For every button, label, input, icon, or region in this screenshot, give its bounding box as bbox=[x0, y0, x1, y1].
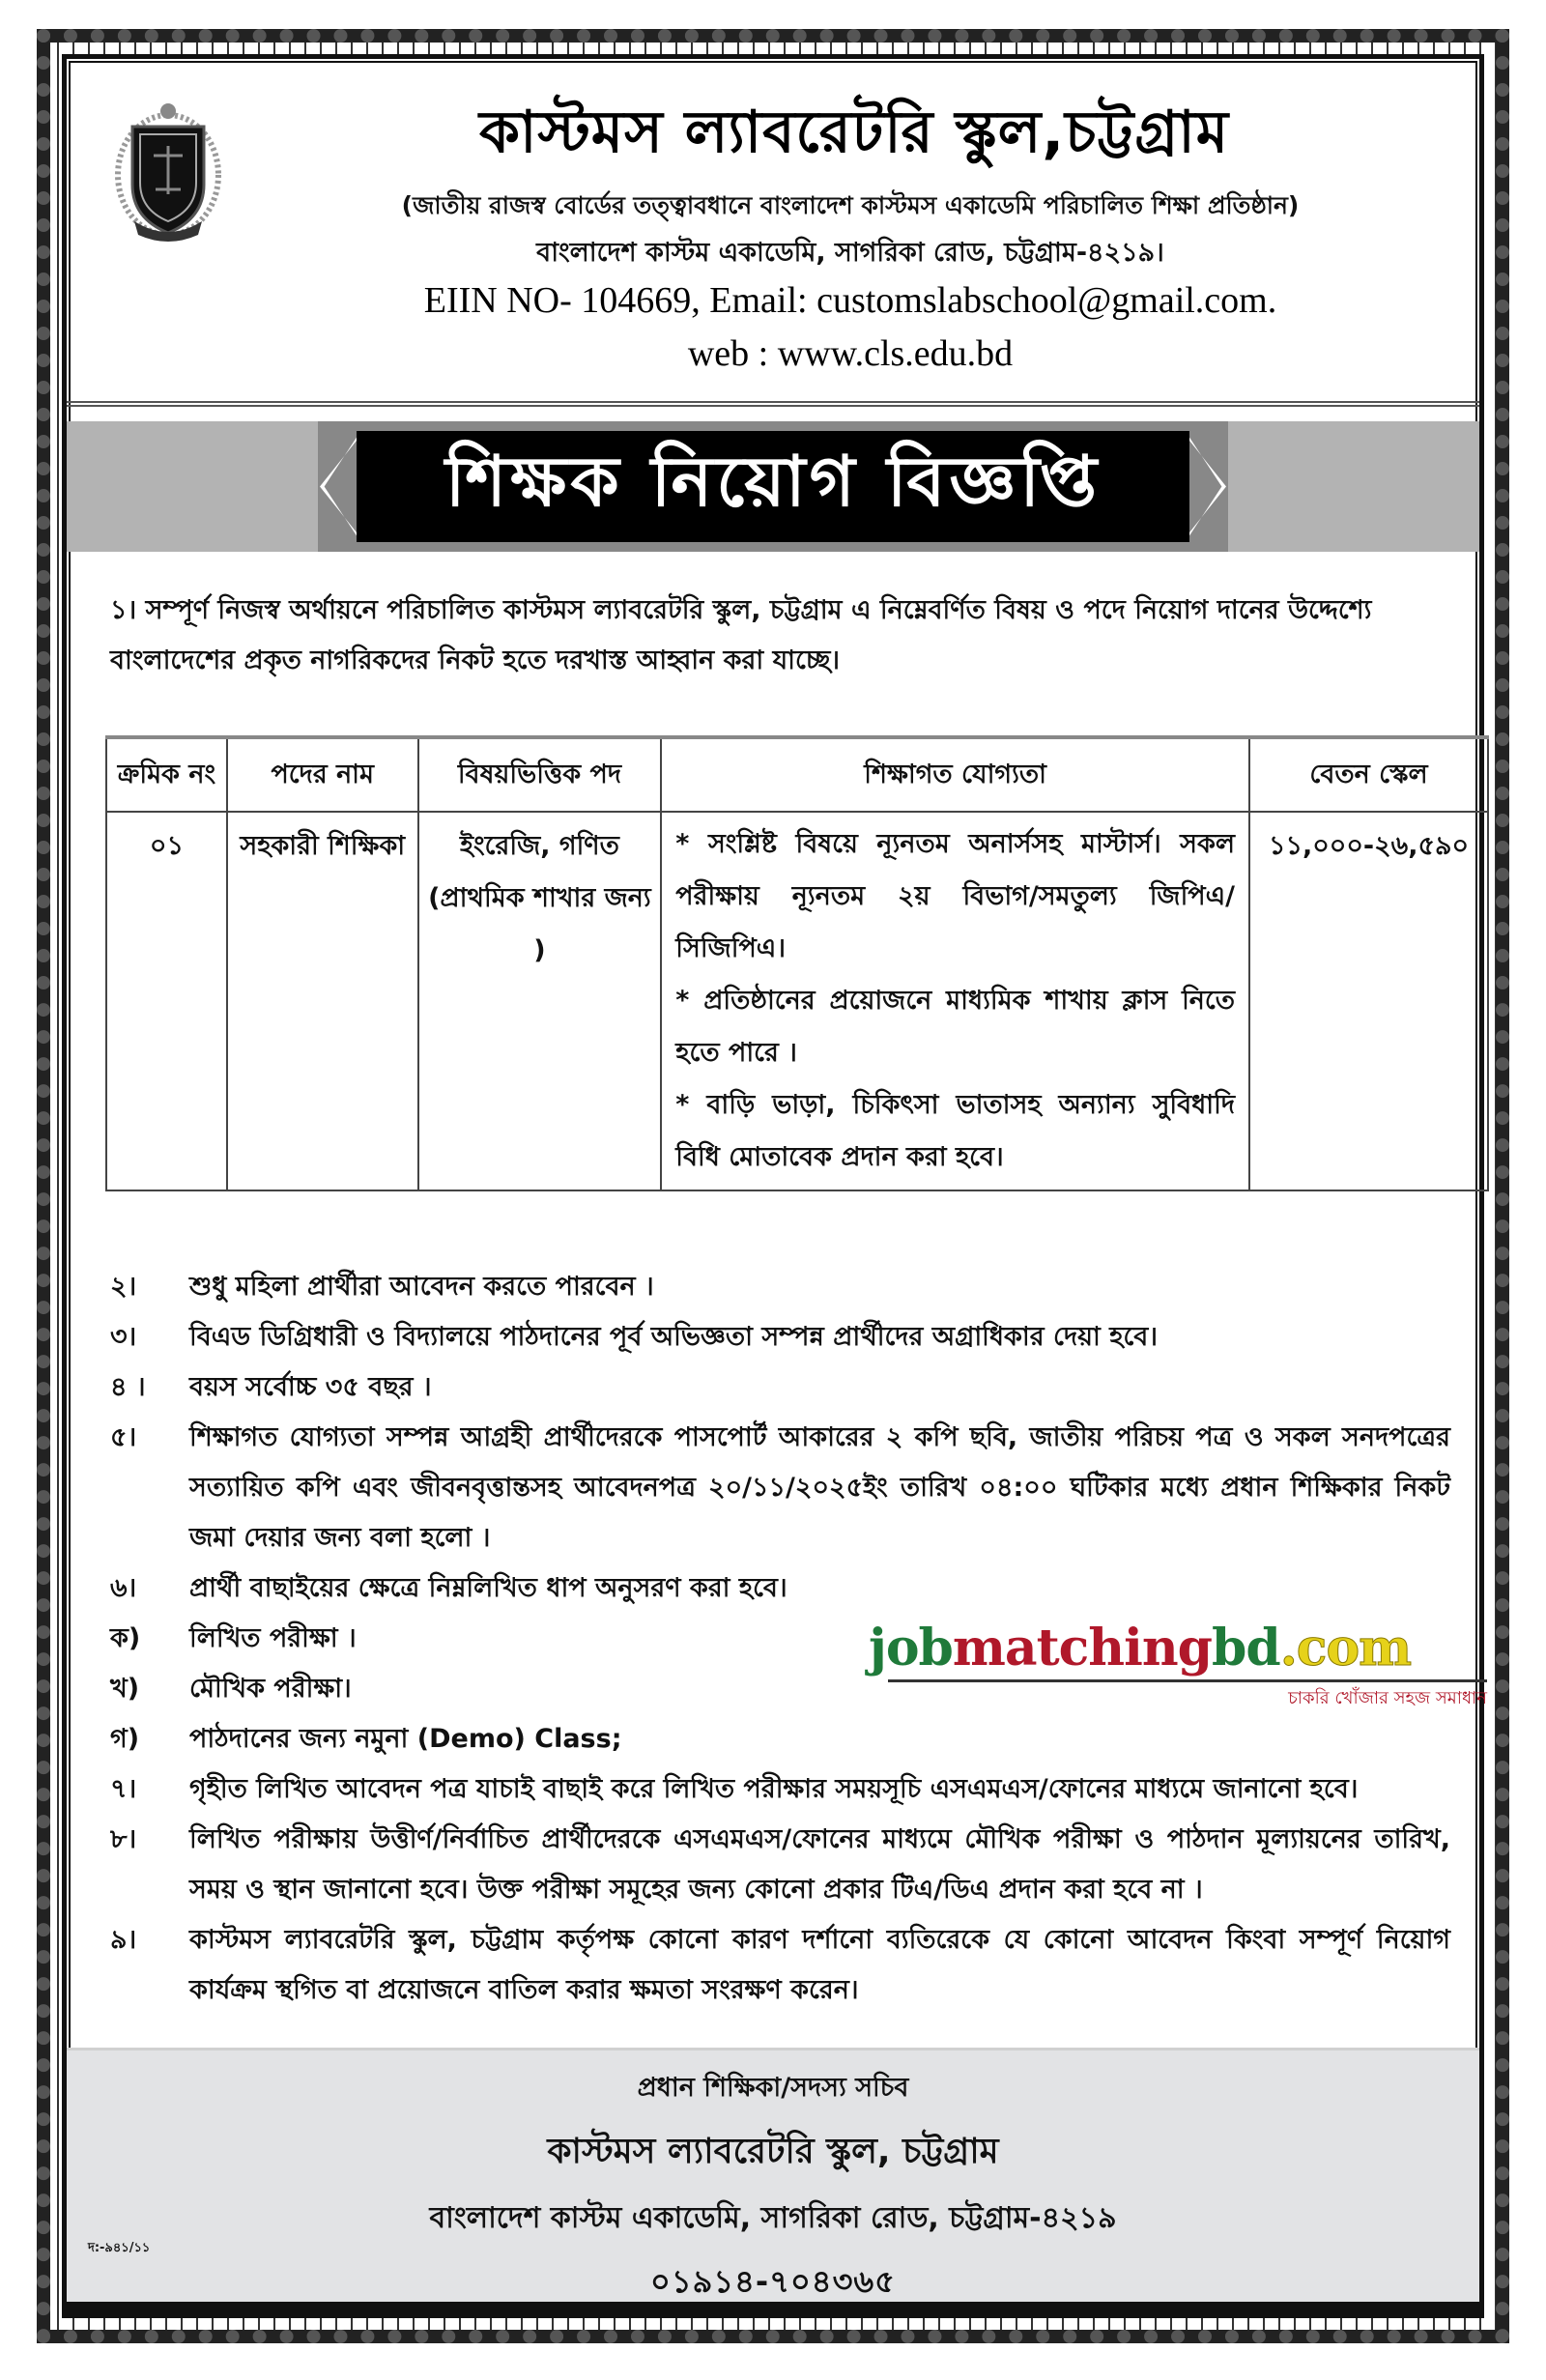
watermark-brand bbox=[869, 1620, 1497, 1677]
cell-serial: ০১ bbox=[106, 812, 227, 1190]
footer-address: বাংলাদেশ কাস্টম একাডেমি, সাগরিকা রোড, চট্টগ্রাম-৪২১৯ bbox=[429, 2201, 1117, 2235]
list-item bbox=[110, 1764, 1450, 1815]
cell-subject: ইংরেজি, গণিত (প্রাথমিক শাখার জন্য ) bbox=[418, 812, 662, 1190]
title-banner bbox=[67, 421, 1479, 552]
list-text: বয়স সর্বোচ্চ ৩৫ বছর । bbox=[189, 1372, 432, 1402]
header-serial: ক্রমিক নং bbox=[106, 737, 227, 812]
list-number: ৩। bbox=[110, 1322, 137, 1352]
cell-salary: ১১,০০০-২৬,৫৯০ bbox=[1249, 812, 1488, 1190]
list-text: লিখিত পরীক্ষায় উত্তীর্ণ/নির্বাচিত প্রার্থীদেরকে এসএমএস/ফোনের মাধ্যমে মৌখিক পরীক্ষা ও পাঠদান মূল্যায়নের তারিখ, সময় ও স্থান জানানো হবে। উক্ত পরীক্ষা সমূহের জন্য কোনো প্রকার টিএ/ডিএ প্রদান করা হবে না । bbox=[189, 1824, 1450, 1905]
watermark-tagline: চাকরি খোঁজার সহজ সমাধান bbox=[1288, 1688, 1487, 1708]
list-text: বিএড ডিগ্রিধারী ও বিদ্যালয়ে পাঠদানের পূর্ব অভিজ্ঞতা সম্পন্ন প্রার্থীদের অগ্রাধিকার দেয়া হবে। bbox=[189, 1322, 1158, 1352]
school-crest-icon bbox=[115, 98, 221, 243]
list-number: ৮। bbox=[110, 1824, 137, 1854]
brand-job: job bbox=[869, 1619, 953, 1677]
list-item bbox=[110, 1815, 1450, 1915]
brand-com: .com bbox=[1279, 1619, 1412, 1677]
footer-phone: ০১৯১৪-৭০৪৩৬৫ bbox=[650, 2263, 896, 2300]
list-number: ৯। bbox=[110, 1925, 137, 1955]
list-item bbox=[110, 1262, 1450, 1312]
notice-sheet bbox=[62, 54, 1487, 2318]
eiin-email: EIIN NO- 104669, Email: customslabschool@gmail.com. bbox=[423, 280, 1277, 321]
website: web : www.cls.edu.bd bbox=[687, 333, 1014, 374]
brand-matching: matching bbox=[952, 1619, 1212, 1677]
watermark-underline bbox=[888, 1679, 1487, 1682]
signature-footer bbox=[67, 2048, 1479, 2313]
table-header-row bbox=[106, 737, 1488, 812]
cell-qualification bbox=[661, 812, 1249, 1190]
list-text: কাস্টমস ল্যাবরেটরি স্কুল, চট্টগ্রাম কর্তৃপক্ষ কোনো কারণ দর্শানো ব্যতিরেকে যে কোনো আবেদন কিংবা সম্পূর্ণ নিয়োগ কার্যক্রম স্থগিত বা প্রয়োজনে বাতিল করার ক্ষমতা সংরক্ষণ করেন। bbox=[189, 1925, 1450, 2005]
school-name: কাস্টমস ল্যাবরেটরি স্কুল,চট্টগ্রাম bbox=[478, 99, 1230, 166]
list-number: ২। bbox=[110, 1272, 137, 1302]
list-text: পাঠদানের জন্য নমুনা (Demo) Class; bbox=[189, 1724, 622, 1754]
qualification-item: * সংশ্লিষ্ট বিষয়ে ন্যূনতম অনার্সসহ মাস্টার্স। সকল পরীক্ষায় ন্যূনতম ২য় বিভাগ/সমতুল্য জিপিএ/সিজিপিএ। bbox=[675, 829, 1236, 963]
list-text: লিখিত পরীক্ষা । bbox=[189, 1623, 357, 1653]
vacancy-table bbox=[105, 735, 1489, 1191]
header-post: পদের নাম bbox=[227, 737, 418, 812]
header-salary: বেতন স্কেল bbox=[1249, 737, 1488, 812]
list-number: ৫। bbox=[110, 1422, 137, 1452]
header bbox=[67, 59, 1479, 407]
header-qualification: শিক্ষাগত যোগ্যতা bbox=[661, 737, 1249, 812]
list-item bbox=[110, 1413, 1450, 1563]
list-text: শুধু মহিলা প্রার্থীরা আবেদন করতে পারবেন । bbox=[189, 1272, 654, 1302]
jobmatchingbd-watermark bbox=[869, 1620, 1497, 1714]
list-text: প্রার্থী বাছাইয়ের ক্ষেত্রে নিম্নলিখিত ধাপ অনুসরণ করা হবে। bbox=[189, 1573, 787, 1603]
ornamental-border bbox=[37, 29, 1509, 2343]
school-address: বাংলাদেশ কাস্টম একাডেমি, সাগরিকা রোড, চট্টগ্রাম-৪২১৯। bbox=[536, 238, 1164, 268]
table-row bbox=[106, 812, 1488, 1190]
qualification-item: * প্রতিষ্ঠানের প্রয়োজনে মাধ্যমিক শাখায় ক্লাস নিতে হতে পারে । bbox=[675, 986, 1236, 1068]
header-subject: বিষয়ভিত্তিক পদ bbox=[418, 737, 662, 812]
qualification-item: * বাড়ি ভাড়া, চিকিৎসা ভাতাসহ অন্যান্য সুবিধাদি বিধি মোতাবেক প্রদান করা হবে। bbox=[675, 1090, 1236, 1172]
notice-title: শিক্ষক নিয়োগ বিজ্ঞপ্তি bbox=[357, 431, 1189, 542]
reference-code: দ:-৯৪১/১১ bbox=[88, 2241, 151, 2255]
list-text: শিক্ষাগত যোগ্যতা সম্পন্ন আগ্রহী প্রার্থীদেরকে পাসপোর্ট আকারের ২ কপি ছবি, জাতীয় পরিচয় পত্র ও সকল সনদপত্রের সত্যায়িত কপি এবং জীবনবৃত্তান্তসহ আবেদনপত্র ২০/১১/২০২৫ইং তারিখ ০৪:০০ ঘটিকার মধ্যে প্রধান শিক্ষিকার নিকট জমা দেয়ার জন্য বলা হলো । bbox=[189, 1422, 1450, 1553]
list-text: মৌখিক পরীক্ষা। bbox=[189, 1674, 352, 1704]
list-item bbox=[110, 1714, 1450, 1764]
signatory-role: প্রধান শিক্ষিকা/সদস্য সচিব bbox=[637, 2073, 909, 2103]
school-subtitle: (জাতীয় রাজস্ব বোর্ডের তত্ত্বাবধানে বাংলাদেশ কাস্টমস একাডেমি পরিচালিত শিক্ষা প্রতিষ্ঠান) bbox=[401, 191, 1300, 219]
intro-paragraph: ১। সম্পূর্ণ নিজস্ব অর্থায়নে পরিচালিত কাস্টমস ল্যাবরেটরি স্কুল, চট্টগ্রাম এ নিম্নেবর্ণিত বিষয় ও পদে নিয়োগ দানের উদ্দেশ্যে বাংলাদেশের প্রকৃত নাগরিকদের নিকট হতে দরখাস্ত আহ্বান করা যাচ্ছে। bbox=[110, 595, 1372, 675]
list-text: গৃহীত লিখিত আবেদন পত্র যাচাই বাছাই করে লিখিত পরীক্ষার সময়সূচি এসএমএস/ফোনের মাধ্যমে জানানো হবে। bbox=[189, 1774, 1359, 1804]
list-number: গ) bbox=[110, 1724, 140, 1754]
brand-bd: bd bbox=[1211, 1619, 1280, 1677]
list-item bbox=[110, 1915, 1450, 2016]
list-number: খ) bbox=[110, 1674, 140, 1704]
list-number: ৬। bbox=[110, 1573, 137, 1603]
list-item bbox=[110, 1362, 1450, 1413]
list-item bbox=[110, 1312, 1450, 1362]
list-number: ৪ । bbox=[110, 1372, 146, 1402]
list-number: ক) bbox=[110, 1623, 141, 1653]
list-item bbox=[110, 1563, 1450, 1614]
footer-school-name: কাস্টমস ল্যাবরেটরি স্কুল, চট্টগ্রাম bbox=[547, 2132, 999, 2171]
cell-post: সহকারী শিক্ষিকা bbox=[227, 812, 418, 1190]
list-number: ৭। bbox=[110, 1774, 137, 1804]
